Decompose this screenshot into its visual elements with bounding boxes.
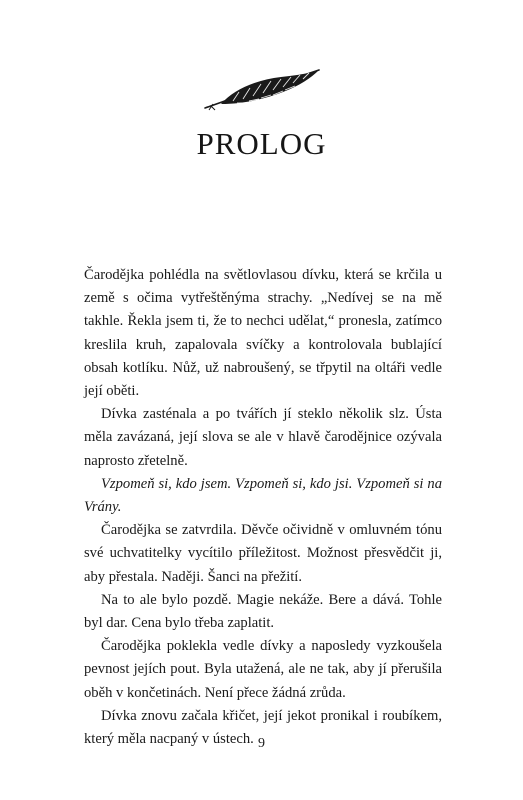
paragraph: Na to ale bylo pozdě. Magie nekáže. Bere a dává. Tohle byl dar. Cena bylo třeba zaplatit.	[84, 591, 442, 632]
paragraph: Dívka zasténala a po tvářích jí steklo několik slz. Ústa měla zavázaná, její slova se ale v hlavě čarodějnice ozývala naprosto zřetelně.	[84, 406, 442, 469]
feather-icon	[203, 68, 321, 112]
paragraph: Čarodějka pohlédla na světlovlasou dívku, která se krčila u země s očima vytřeštěnýma strachy. „Nedívej se na mě takhle. Řekla jsem ti, že to nechci udělat,“ pronesla, zatímco kreslila kruh, zapalovala svíčky a kontrolovala bublající obsah kotlíku. Nůž, už nabroušený, se třpytil na oltáři vedle její oběti.	[84, 267, 442, 400]
page-number: 9	[258, 736, 265, 751]
paragraph: Dívka znovu začala křičet, její jekot pronikal i roubíkem, který měla nacpaný v ústech.	[84, 707, 442, 748]
chapter-body	[84, 264, 442, 751]
paragraph: Čarodějka poklekla vedle dívky a naposledy vyzkoušela pevnost jejích pout. Byla utažená, ale ne tak, aby jí přerušila oběh v končetinách. Není přece žádná zrůda.	[84, 638, 442, 701]
chapter-title: PROLOG	[196, 126, 327, 161]
paragraph-italic: Vzpomeň si, kdo jsem. Vzpomeň si, kdo jsi. Vzpomeň si na Vrány.	[84, 475, 442, 516]
paragraph: Čarodějka se zatvrdila. Děvče očividně v omluvném tónu své uchvatitelky vycítilo příležitost. Možnost přesvědčit ji, aby přestala. Naději. Šanci na přežití.	[84, 522, 442, 585]
